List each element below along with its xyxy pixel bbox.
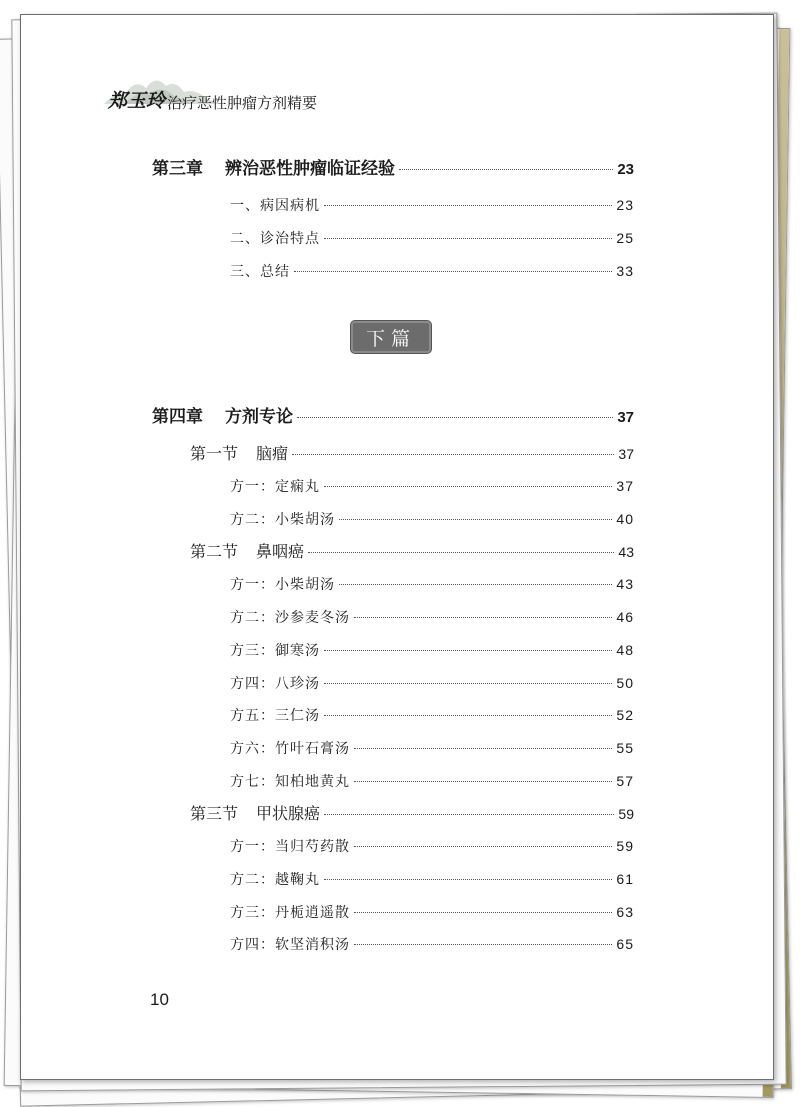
toc-entry[interactable] [230,476,634,496]
toc-entry[interactable] [230,836,634,856]
entry-label: 方三：丹栀逍遥散 [230,905,350,921]
dot-leader [294,271,612,272]
section-number: 第二节 [190,542,239,561]
chapter-title: 辨治恶性肿瘤临证经验 [225,159,395,179]
dot-leader [297,417,613,418]
page-number: 23 [616,197,634,213]
dot-leader [354,617,612,618]
toc-entry[interactable] [230,902,634,922]
toc-entry[interactable] [230,869,634,889]
dot-leader [292,454,614,455]
header-author: 郑玉玲 [108,90,166,112]
dot-leader [324,205,612,206]
toc-section[interactable] [190,539,634,562]
toc-entry[interactable] [230,738,634,758]
dot-leader [399,169,613,170]
entry-label: 方一：当归芍药散 [230,839,350,855]
dot-leader [354,781,612,782]
header-book-title: 治疗恶性肿瘤方剂精要 [167,94,318,112]
entry-label: 方七：知柏地黄丸 [230,774,350,790]
dot-leader [354,912,612,913]
page-number: 61 [616,871,634,887]
chapter-number: 第三章 [152,159,203,179]
page-number: 37 [618,446,634,462]
entry-label: 方六：竹叶石膏汤 [230,741,350,757]
running-header [108,86,317,113]
section-title: 脑瘤 [256,444,289,463]
dot-leader [339,519,612,520]
page-number: 33 [616,263,634,279]
toc-entry[interactable] [230,228,634,248]
page-number: 52 [616,707,634,723]
dot-leader [339,584,612,585]
footer-page-number: 10 [150,990,169,1009]
toc-entry[interactable] [230,673,634,693]
page-number: 63 [616,904,634,920]
entry-label: 方一：定痫丸 [230,479,320,495]
page-number: 59 [618,806,634,822]
section-title: 甲状腺癌 [256,804,321,823]
entry-label: 二、诊治特点 [230,231,320,247]
page-number: 23 [617,161,634,178]
entry-label: 方四：软坚消积汤 [230,937,350,953]
dot-leader [324,486,612,487]
page-number: 59 [616,838,634,854]
toc-entry[interactable] [230,607,634,627]
section-number: 第一节 [190,444,239,463]
dot-leader [324,814,614,815]
page-number: 40 [616,511,634,527]
dot-leader [324,650,612,651]
toc-entry[interactable] [230,509,634,529]
chapter-title: 方剂专论 [225,407,293,427]
entry-label: 方五：三仁汤 [230,708,320,724]
toc-chapter-4[interactable] [152,402,634,427]
toc-entry[interactable] [230,705,634,725]
chapter-number: 第四章 [152,407,203,427]
dot-leader [354,846,612,847]
page-number: 46 [616,609,634,625]
dot-leader [324,879,612,880]
section-title: 鼻咽癌 [256,542,305,561]
dot-leader [354,748,612,749]
page-number: 65 [616,936,634,952]
toc-entry[interactable] [230,771,634,791]
entry-label: 方四：八珍汤 [230,676,320,692]
page-number: 37 [617,409,634,426]
part-badge: 下篇 [351,321,431,353]
toc-entry[interactable] [230,261,634,281]
toc-entry[interactable] [230,640,634,660]
entry-label: 方二：小柴胡汤 [230,512,335,528]
entry-label: 方二：沙参麦冬汤 [230,610,350,626]
dot-leader [324,715,612,716]
entry-label: 一、病因病机 [230,198,320,214]
section-number: 第三节 [190,804,239,823]
entry-label: 三、总结 [230,264,290,280]
page-number: 43 [618,544,634,560]
page-number: 55 [616,740,634,756]
dot-leader [324,238,612,239]
toc-entry[interactable] [230,934,634,954]
toc-section[interactable] [190,801,634,824]
page-number: 25 [616,230,634,246]
toc-chapter-3[interactable] [152,154,634,179]
page-number: 43 [616,576,634,592]
page-number: 57 [616,773,634,789]
toc-entry[interactable] [230,574,634,594]
toc-entry[interactable] [230,195,634,215]
dot-leader [324,683,612,684]
entry-label: 方二：越鞠丸 [230,872,320,888]
page-number: 48 [616,642,634,658]
entry-label: 方三：御寒汤 [230,643,320,659]
page-number: 37 [616,478,634,494]
toc-section[interactable] [190,441,634,464]
entry-label: 方一：小柴胡汤 [230,577,335,593]
page-number: 50 [616,675,634,691]
dot-leader [308,552,614,553]
dot-leader [354,944,612,945]
